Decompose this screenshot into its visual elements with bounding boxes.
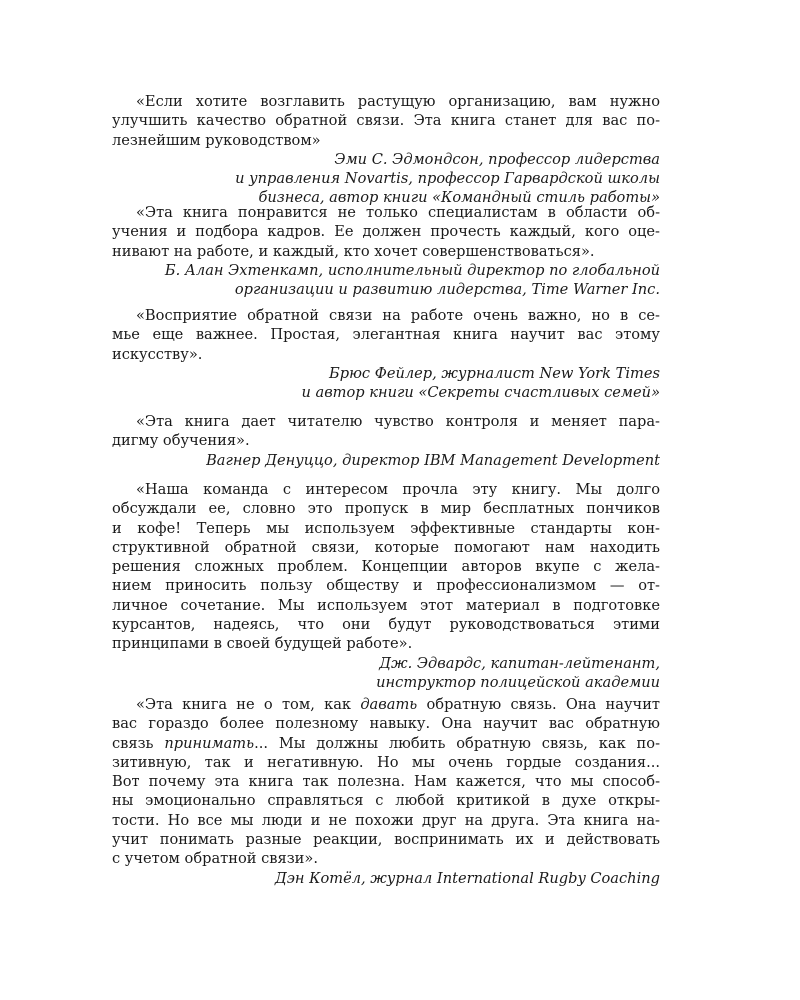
quote-line: личное сочетание. Мы используем этот материал в подготовке [112,596,660,614]
testimonial-quote [112,480,660,692]
testimonial-quote [112,412,660,470]
quote-attribution: и автор книги «Секреты счастливых семей» [301,384,660,402]
testimonial-quote [112,203,660,299]
quote-line: искусству». [112,345,203,363]
quote-line: нием приносить пользу обществу и профессионализмом — от- [112,577,660,595]
quote-attribution: организации и развитию лидерства, Time Warner Inc. [234,281,660,299]
quote-line: «Эта книга дает читателю чувство контроля и меняет пара- [136,413,660,430]
testimonial-quote [112,306,660,402]
quote-line: структивной обратной связи, которые помогают нам находить [112,538,660,556]
quote-line [112,695,660,714]
quote-line: учения и подбора кадров. Ее должен прочесть каждый, кого оце- [112,223,660,241]
quote-line: Вот почему эта книга так полезна. Нам кажется, что мы способ- [112,773,660,791]
quote-line: нивают на работе, и каждый, кто хочет совершенствоваться». [112,242,595,260]
quote-line: лезнейшим руководством» [112,131,321,149]
quote-line: улучшить качество обратной связи. Эта книга станет для вас по- [112,112,660,130]
quote-text: обратную связь. Она научит [417,696,660,713]
quote-line: «Восприятие обратной связи на работе очень важно, но в се- [136,307,660,324]
quote-attribution: Б. Алан Эхтенкамп, исполнительный директор по глобальной [164,261,660,279]
quote-attribution: Эми С. Эдмондсон, профессор лидерства [334,150,660,168]
quote-line: «Эта книга понравится не только специалистам в области об- [136,204,660,221]
quote-attribution: Дэн Котёл, журнал International Rugby Coaching [274,869,660,887]
emphasized-word: давать [360,696,418,713]
quote-line: решения сложных проблем. Концепции авторов вкупе с жела- [112,558,660,576]
quote-line: учит понимать разные реакции, воспринимать их и действовать [112,831,660,849]
quote-line: ны эмоционально справляться с любой критикой в духе откры- [112,792,660,810]
quote-line: курсантов, надеясь, что они будут руководствоваться этими [112,616,660,634]
quote-line: принципами в своей будущей работе». [112,635,413,653]
quote-text: связь [112,734,165,752]
quote-text: «Эта книга не о том, как [136,696,361,713]
emphasized-word: принимать [164,734,255,752]
quote-attribution: Дж. Эдвардс, капитан-лейтенант, [379,654,660,672]
quote-line: дигму обучения». [112,432,250,450]
quote-line: «Наша команда с интересом прочла эту книгу. Мы долго [136,481,660,498]
quote-attribution: и управления Novartis, профессор Гарвардской школы [235,170,660,188]
quote-line: тости. Но все мы люди и не похожи друг на друга. Эта книга на- [112,811,660,829]
quote-attribution: Брюс Фейлер, журналист New York Times [329,364,660,382]
quote-line: с учетом обратной связи». [112,850,318,868]
quote-text: ... Мы должны любить обратную связь, как по- [254,734,661,752]
quote-line: мье еще важнее. Простая, элегантная книга научит вас этому [112,326,660,344]
quote-line: зитивную, так и негативную. Но мы очень гордые создания... [112,753,660,771]
quote-line: обсуждали ее, словно это пропуск в мир бесплатных пончиков [112,500,660,518]
testimonial-quote [112,92,660,208]
quote-line: вас гораздо более полезному навыку. Она научит вас обратную [112,715,660,733]
quote-line: и кофе! Теперь мы используем эффективные стандарты кон- [112,519,660,537]
quote-attribution: инструктор полицейской академии [376,673,660,691]
quote-line [112,734,660,753]
quote-attribution: бизнеса, автор книги «Командный стиль работы» [258,189,660,207]
testimonial-quote [112,695,660,888]
quote-attribution: Вагнер Денуццо, директор IBM Management Development [206,451,660,469]
quote-line: «Если хотите возглавить растущую организацию, вам нужно [136,93,660,110]
